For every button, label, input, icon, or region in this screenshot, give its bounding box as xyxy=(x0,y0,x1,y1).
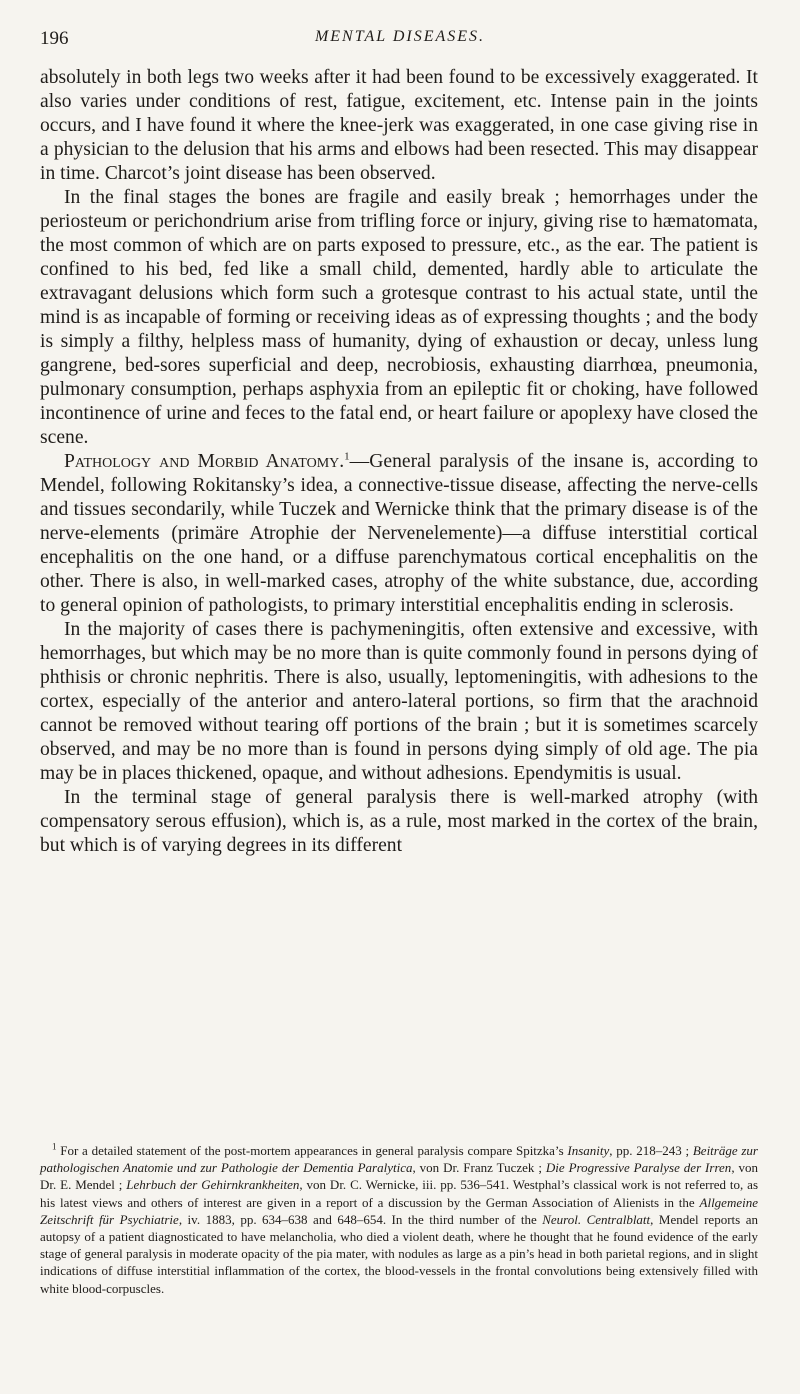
paragraph-3-text: —General paralysis of the insane is, according to Mendel, following Rokitansky’s idea, a connective-tissue disease, affecting the nerve-cells and tissues secondarily, while Tuczek and Wernicke think that the primary disease is of the nerve-elements (primäre Atrophie der Nervenelemente)—a diffuse interstitial cortical encephalitis on the one hand, or a diffuse parenchymatous cortical encephalitis on the other. There is also, in well-marked cases, atrophy of the white substance, due, according to general opinion of pathologists, to primary interstitial encephalitis ending in sclerosis. xyxy=(40,451,758,616)
running-title: MENTAL DISEASES. xyxy=(314,28,486,45)
footnote-text: , Mendel reports an autopsy of a patient diagnosticated to have melancholia, who died a violent death, where he thought that he found evidence of the early stage of general paralysis in moderate opacity of the pia mater, with nodules as large as a pin’s head in both parietal regions, and in slight indications of diffuse interstitial inflammation of the cortex, the blood-vessels in the frontal convolutions being extensively filled with white blood-corpuscles. xyxy=(40,1211,758,1296)
footnote-text: , iv. 1883, pp. 634–638 and 648–654. In the third number of the xyxy=(178,1211,543,1227)
page-number: 196 xyxy=(40,28,69,49)
footnote-text: , pp. 218–243 ; xyxy=(609,1143,693,1158)
paragraph-5: In the terminal stage of general paralysis there is well-marked atrophy (with compensatory serous effusion), which is, as a rule, most marked in the cortex of the brain, but which is of varying degrees in its different xyxy=(40,787,758,856)
paragraph-4: In the majority of cases there is pachymeningitis, often extensive and excessive, with hemorrhages, but which may be no more than is quite commonly found in persons dying of phthisis or chronic nephritis. There is also, usually, leptomeningitis, with adhesions to the cortex, especially of the anterior and antero-lateral portions, so firm that the arachnoid cannot be removed without tearing off portions of the brain ; but it is sometimes scarcely observed, and may be no more than is found in persons dying simply of old age. The pia may be in places thickened, opaque, and without adhesions. Ependymitis is usual. xyxy=(40,619,758,784)
footnote-citation: Beiträge zur pathologischen Anatomie und zur Pathologie der Dementia Paralytica xyxy=(40,1143,758,1176)
footnote-citation: Allgemeine Zeitschrift für Psychiatrie xyxy=(40,1194,758,1227)
footnote-mark: 1 xyxy=(52,1141,57,1152)
footnote-text: , von Dr. E. Mendel ; xyxy=(40,1160,758,1193)
paragraph-2: In the final stages the bones are fragile and easily break ; hemorrhages under the periosteum or perichondrium arise from trifling force or injury, giving rise to hæmatomata, the most common of which are on parts exposed to pressure, etc., as the ear. The patient is confined to his bed, fed like a small child, demented, hardly able to articulate the extravagant delusions which form such a grotesque contrast to his actual state, until the mind is as incapable of forming or receiving ideas as of expressing thoughts ; and the body is simply a filthy, helpless mass of humanity, dying of exhaustion or decay, unless lung gangrene, bed-sores superficial and deep, necrobiosis, exhausting diarrhœa, pneumonia, pulmonary consumption, perhaps asphyxia from an epileptic fit or choking, have followed incontinence of urine and feces to the fatal end, or heart failure or apoplexy have closed the scene. xyxy=(40,187,758,448)
footnote-citation: Die Progressive Paralyse der Irren xyxy=(545,1160,732,1176)
footnote-citation: Neurol. Centralblatt xyxy=(542,1211,651,1227)
footnote-text: For a detailed statement of the post-mortem appearances in general paralysis compare Spitzka’s xyxy=(60,1143,568,1158)
page-header xyxy=(40,28,760,50)
footnote-citation: Lehrbuch der Gehirnkrankheiten xyxy=(126,1177,300,1193)
body-text xyxy=(40,66,758,858)
footnote-text: , von Dr. C. Wernicke, iii. pp. 536–541. Westphal’s classical work is not referred to, as his latest views and others of interest are given in a report of a discussion by the German Association of Alienists in the xyxy=(40,1177,758,1210)
footnote-reference: 1 xyxy=(344,450,350,463)
section-heading: Pathology and Morbid Anatomy. xyxy=(64,451,345,472)
footnote-text: , von Dr. Franz Tuczek ; xyxy=(412,1160,546,1176)
paragraph-3 xyxy=(40,450,758,618)
footnote-1 xyxy=(40,1142,758,1297)
footnote-citation: Insanity xyxy=(567,1143,610,1158)
footnotes xyxy=(40,1142,758,1297)
paragraph-1: absolutely in both legs two weeks after it had been found to be excessively exaggerated. It also varies under conditions of rest, fatigue, excitement, etc. Intense pain in the joints occurs, and I have found it where the knee-jerk was exaggerated, in one case giving rise in a physician to the delusion that his arms and elbows had been resected. This may disappear in time. Charcot’s joint disease has been observed. xyxy=(40,67,758,184)
